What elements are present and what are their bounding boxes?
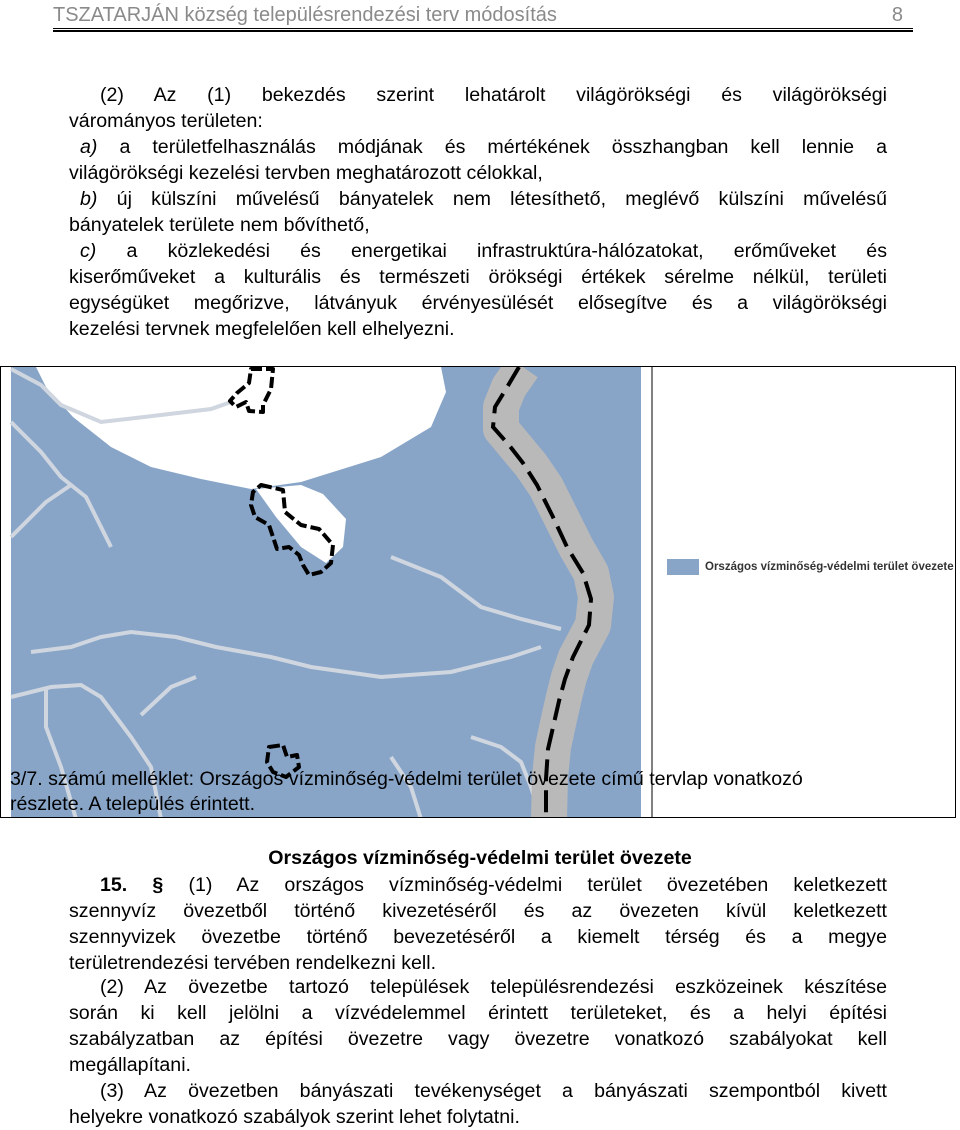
- map-caption: [10, 767, 940, 817]
- map-blank-strip: [641, 367, 652, 818]
- item-a-line-1: a) a területfelhasználás módjának és mértékének összhangban kell lennie a: [80, 136, 887, 158]
- page-number: 8: [891, 4, 903, 26]
- item-b-line-1: b) új külszíni művelésű bányatelek nem létesíthető, meglévő külszíni művelésű: [80, 188, 887, 210]
- legend-swatch: [667, 559, 699, 575]
- section-15-p3-line-2: helyekre vonatkozó szabályok szerint lehet folytatni.: [69, 1106, 520, 1128]
- map-caption-line-1: 3/7. számú melléklet: Országos vízminőség-védelmi terület övezete című tervlap vonatkozó: [10, 768, 803, 790]
- section-number: 15.: [100, 874, 128, 896]
- document-title: TSZATARJÁN község településrendezési terv módosítás: [53, 4, 557, 26]
- section-15-p1-line-2: szennyvíz övezetből történő kivezetéséről és az övezeten kívül keletkezett: [69, 900, 887, 922]
- map-svg: [1, 367, 956, 818]
- item-c-label: c): [80, 240, 97, 262]
- item-a-label: a): [80, 136, 98, 158]
- section-15-p1-line-3: szennyvizek övezetbe történő bevezetéséről a kiemelt térség és a megye: [69, 926, 887, 948]
- map-caption-line-2: részlete. A település érintett.: [10, 793, 256, 815]
- item-b-line-2: bányatelek területe nem bővíthető,: [69, 214, 370, 236]
- paragraph-2-line-2: várományos területen:: [69, 110, 263, 132]
- paragraph-2-line-1: (2) Az (1) bekezdés szerint lehatárolt világörökségi és világörökségi: [100, 84, 887, 106]
- item-c-line-3: egységüket megőrizve, látványuk érvényesülését elősegítve és a világörökségi: [69, 292, 887, 314]
- item-b-label: b): [80, 188, 98, 210]
- map-excerpt: [0, 366, 956, 818]
- item-c-line-4: kezelési tervnek megfelelően kell elhelyezni.: [69, 318, 455, 340]
- section-15-p1-line-4: területrendezési tervében rendelkezni kell.: [69, 952, 437, 974]
- section-15-p1-line-1: 15. § (1) Az országos vízminőség-védelmi terület övezetében keletkezett: [100, 874, 888, 896]
- section-symbol: §: [152, 874, 164, 896]
- item-c-line-1: c) a közlekedési és energetikai infrastruktúra-hálózatokat, erőműveket és: [80, 240, 887, 262]
- section-15-p2-line-1: (2) Az övezetbe tartozó települések településrendezési eszközeinek készítése: [100, 976, 887, 998]
- section-15-p2-line-3: szabályzatban az építési övezetre vagy övezetre vonatkozó szabályokat kell: [69, 1028, 887, 1050]
- section-15-p2-line-4: megállapítani.: [69, 1054, 191, 1076]
- page-header: [53, 2, 913, 29]
- item-c-line-2: kiserőműveket a kulturális és természeti örökségi értékek sérelme nélkül, területi: [69, 266, 887, 288]
- legend-label: Országos vízminőség-védelmi terület övezete: [705, 561, 954, 573]
- item-a-line-2: világörökségi kezelési tervben meghatározott célokkal,: [69, 162, 543, 184]
- section-15-p3-line-1: (3) Az övezetben bányászati tevékenységet a bányászati szempontból kivett: [100, 1080, 887, 1102]
- section-heading: Országos vízminőség-védelmi terület övezete: [268, 847, 692, 869]
- section-15-p2-line-2: során ki kell jelölni a vízvédelemmel érintett területeket, és a helyi építési: [69, 1002, 887, 1024]
